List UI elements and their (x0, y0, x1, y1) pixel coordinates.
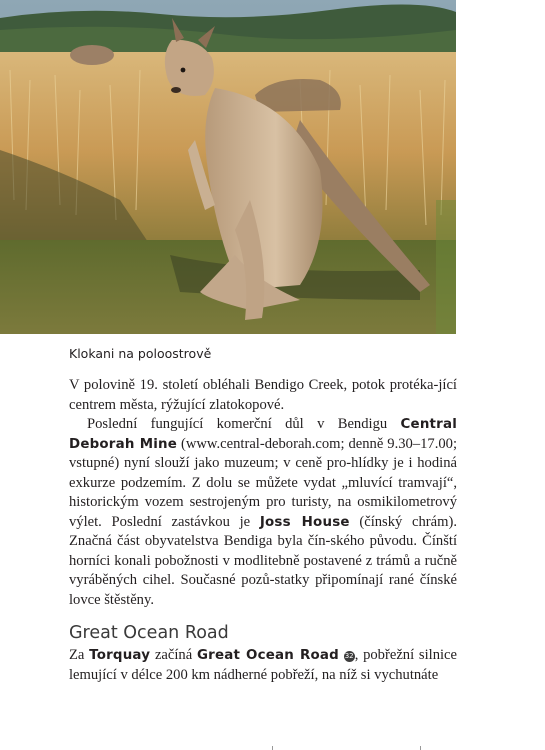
great-ocean-road-name: Great Ocean Road (196, 648, 339, 663)
joss-house-name: Joss House (259, 514, 350, 530)
map-marker-icon: 32 (344, 652, 354, 660)
article-body (69, 376, 457, 685)
kangaroo-photo (0, 0, 456, 334)
photo-caption: Klokani na poloostrově (69, 346, 212, 361)
paragraph-1: V polovině 19. století obléhali Bendigo Creek, potok protéka-jící centrem města, rýžující zlatokopové. (69, 377, 457, 413)
paragraph-2: Poslední fungující komerční důl v Bendigu Central Deborah Mine (www.central-deborah.com; denně 9.30–17.00; vstupné) nyní slouží jako muzeum; v ceně pro-hlídky je i hodiná exkurze podzemím. Z dolu se můžete vydat „mluvící tramvají“, historickým vozem sestrojeným pro turisty, na osmikilometrový výlet. Poslední zastávkou je Joss House (čínský chrám). Značná část obyvatelstva Bendiga byla čín-ského původu. Čínští horníci konali pobožnosti v modlitebně postavené z trámů a ručně vyráběných cihel. Současné pozů-statky připomínají rané čínské lovce štěstěny. (69, 416, 457, 608)
crop-mark (420, 746, 421, 750)
torquay-name: Torquay (89, 648, 151, 663)
paragraph-3: Za Torquay začíná Great Ocean Road 32, pobřežní silnice lemující v délce 200 km nádherné pobřeží, na níž si vychutnáte (69, 647, 457, 683)
section-heading: Great Ocean Road (69, 623, 229, 643)
central-deborah-mine-name: Central Deborah Mine (69, 417, 457, 452)
crop-mark (272, 746, 273, 750)
